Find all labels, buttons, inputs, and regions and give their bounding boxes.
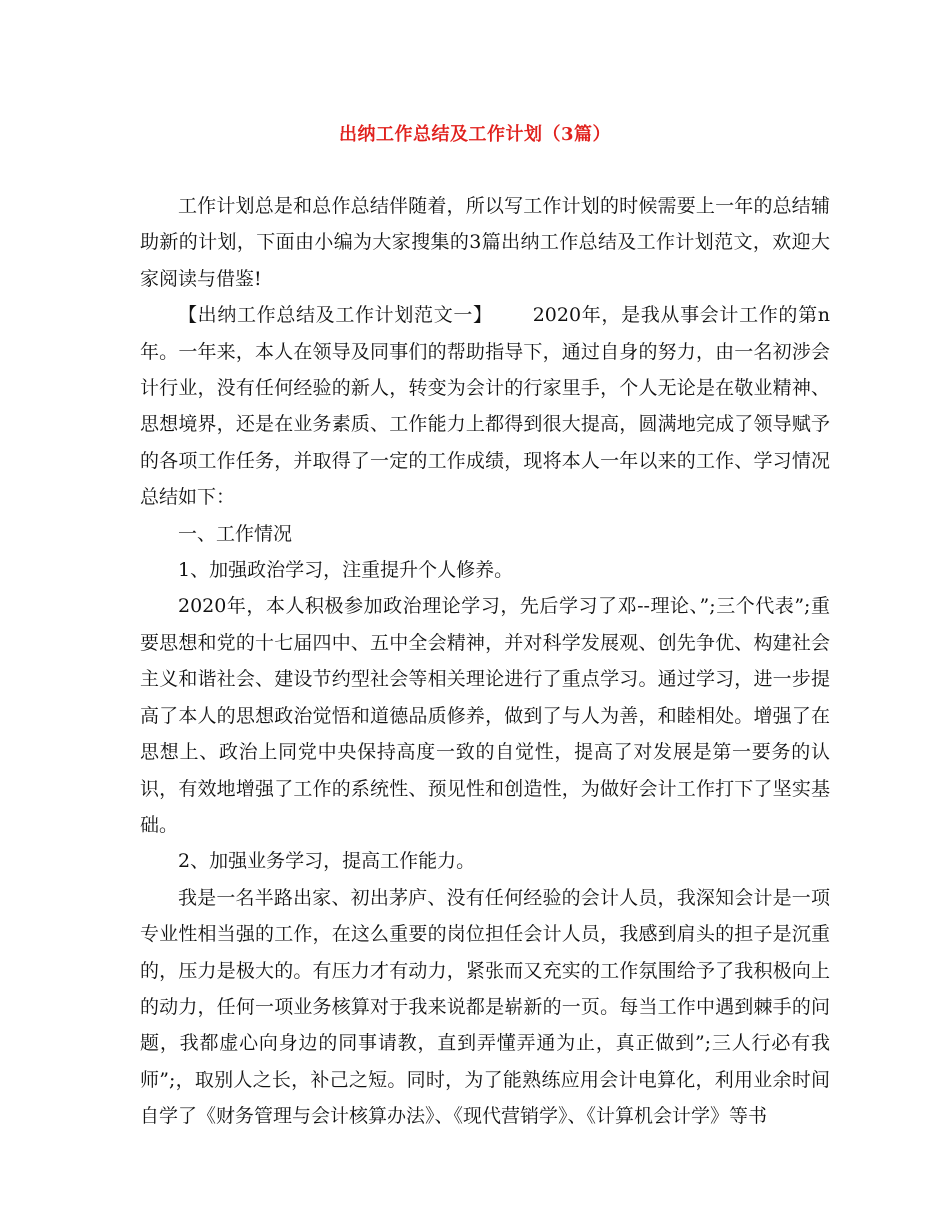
document-title: 出纳工作总结及工作计划（3篇） bbox=[338, 124, 612, 145]
section-heading: 一、工作情况 bbox=[178, 522, 293, 545]
sample-label: 【出纳工作总结及工作计划范文一】 bbox=[178, 304, 493, 327]
item-2-heading: 2、加强业务学习，提高工作能力。 bbox=[178, 850, 476, 873]
sample-opening: 2020年，是我从事会计工作的第n年。一年来，本人在领导及同事们的帮助指导下，通过自身的努力，由一名初涉会计行业，没有任何经验的新人，转变为会计的行家里手，个人无论是在敬业精神、思想境界，还是在业务素质、工作能力上都得到很大提高，圆满地完成了领导赋予的各项工作任务，并取得了一定的工作成绩，现将本人一年以来的工作、学习情况总结如下： bbox=[140, 304, 830, 509]
item-1-heading: 1、加强政治学习，注重提升个人修养。 bbox=[178, 559, 514, 582]
item-1-body: 2020年，本人积极参加政治理论学习，先后学习了邓--理论、”;三个代表”;重要思想和党的十七届四中、五中全会精神，并对科学发展观、创先争优、构建社会主义和谐社会、建设节约型社会等相关理论进行了重点学习。通过学习，进一步提高了本人的思想政治觉悟和道德品质修养，做到了与人为善，和睦相处。增强了在思想上、政治上同党中央保持高度一致的自觉性，提高了对发展是第一要务的认识，有效地增强了工作的系统性、预见性和创造性，为做好会计工作打下了坚实基础。 bbox=[140, 595, 830, 836]
sample-paragraph bbox=[140, 297, 830, 515]
item-2-body: 我是一名半路出家、初出茅庐、没有任何经验的会计人员，我深知会计是一项专业性相当强的工作，在这么重要的岗位担任会计人员，我感到肩头的担子是沉重的，压力是极大的。有压力才有动力，紧张而又充实的工作氛围给予了我积极向上的动力，任何一项业务核算对于我来说都是崭新的一页。每当工作中遇到棘手的问题，我都虚心向身边的同事请教，直到弄懂弄通为止，真正做到”;三人行必有我师”;，取别人之长，补己之短。同时，为了能熟练应用会计电算化，利用业余时间自学了《财务管理与会计核算办法》、《现代营销学》、《计算机会计学》等书 bbox=[140, 886, 830, 1128]
intro-paragraph: 工作计划总是和总作总结伴随着，所以写工作计划的时候需要上一年的总结辅助新的计划，下面由小编为大家搜集的3篇出纳工作总结及工作计划范文，欢迎大家阅读与借鉴! bbox=[140, 195, 830, 290]
document-body bbox=[140, 188, 830, 1135]
